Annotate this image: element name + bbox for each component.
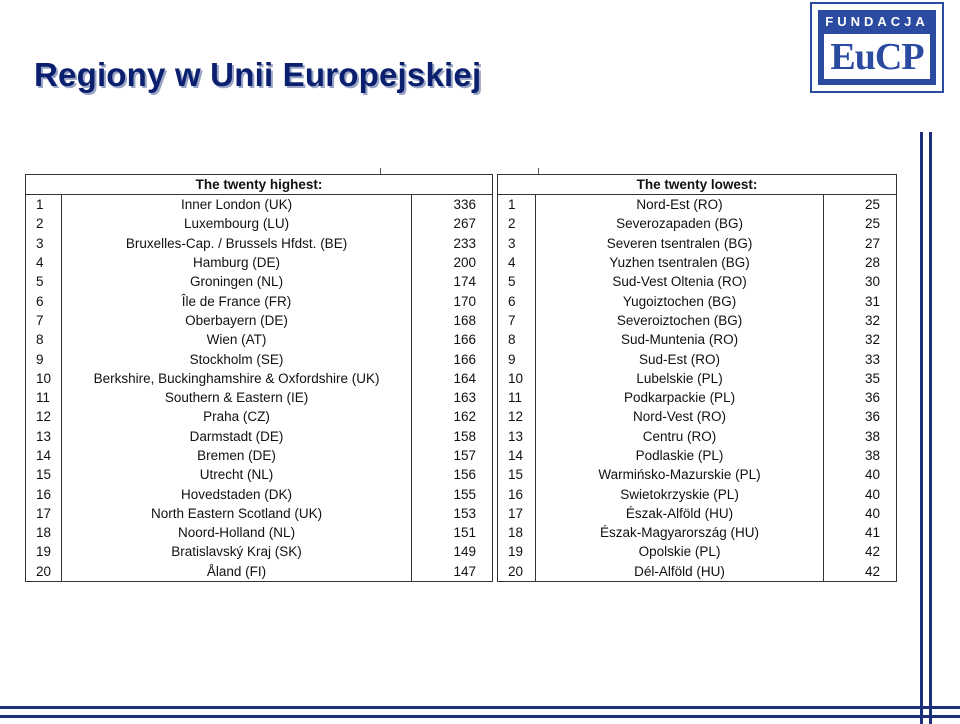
- region-cell: Bruxelles-Cap. / Brussels Hfdst. (BE): [61, 234, 411, 253]
- region-cell: Lubelskie (PL): [535, 369, 823, 388]
- value-cell: 147: [412, 562, 493, 582]
- value-cell: 41: [824, 523, 897, 542]
- rank-cell: 14: [26, 446, 62, 465]
- decor-vertical-line: [920, 132, 923, 724]
- table-row: [26, 388, 493, 407]
- region-cell: North Eastern Scotland (UK): [61, 504, 411, 523]
- value-cell: 42: [824, 542, 897, 561]
- value-cell: 32: [824, 330, 897, 349]
- value-cell: 25: [824, 195, 897, 215]
- table-row: [498, 253, 897, 272]
- region-cell: Darmstadt (DE): [61, 427, 411, 446]
- lowest-table: [497, 174, 897, 582]
- rank-cell: 16: [498, 484, 536, 503]
- value-cell: 28: [824, 253, 897, 272]
- value-cell: 153: [412, 504, 493, 523]
- value-cell: 42: [824, 562, 897, 582]
- region-cell: Åland (FI): [61, 562, 411, 582]
- rank-cell: 14: [498, 446, 536, 465]
- rank-cell: 4: [26, 253, 62, 272]
- region-cell: Stockholm (SE): [61, 349, 411, 368]
- fundacja-eucp-logo: [810, 2, 944, 93]
- table-row: [26, 330, 493, 349]
- rank-cell: 17: [498, 504, 536, 523]
- table-row: [498, 388, 897, 407]
- value-cell: 155: [412, 484, 493, 503]
- table-row: [498, 562, 897, 582]
- highest-table-body: [26, 195, 493, 582]
- table-row: [26, 291, 493, 310]
- value-cell: 170: [412, 291, 493, 310]
- logo-main-text: EuCP: [824, 34, 930, 79]
- decor-vertical-line: [929, 132, 932, 724]
- region-cell: Oberbayern (DE): [61, 311, 411, 330]
- rank-cell: 10: [26, 369, 62, 388]
- rank-cell: 11: [498, 388, 536, 407]
- value-cell: 35: [824, 369, 897, 388]
- rank-cell: 12: [498, 407, 536, 426]
- decor-horizontal-line: [0, 706, 960, 709]
- rank-cell: 2: [26, 214, 62, 233]
- rank-cell: 8: [498, 330, 536, 349]
- region-cell: Île de France (FR): [61, 291, 411, 310]
- rank-cell: 15: [498, 465, 536, 484]
- value-cell: 163: [412, 388, 493, 407]
- region-cell: Groningen (NL): [61, 272, 411, 291]
- value-cell: 166: [412, 330, 493, 349]
- value-cell: 149: [412, 542, 493, 561]
- table-row: [26, 234, 493, 253]
- rank-cell: 17: [26, 504, 62, 523]
- region-cell: Severen tsentralen (BG): [535, 234, 823, 253]
- region-cell: Hamburg (DE): [61, 253, 411, 272]
- table-row: [498, 349, 897, 368]
- value-cell: 168: [412, 311, 493, 330]
- highest-table: [25, 174, 493, 582]
- region-cell: Podkarpackie (PL): [535, 388, 823, 407]
- table-row: [26, 562, 493, 582]
- region-cell: Opolskie (PL): [535, 542, 823, 561]
- region-cell: Luxembourg (LU): [61, 214, 411, 233]
- region-cell: Severozapaden (BG): [535, 214, 823, 233]
- table-row: [498, 484, 897, 503]
- rank-cell: 3: [498, 234, 536, 253]
- rank-cell: 5: [26, 272, 62, 291]
- table-row: [498, 272, 897, 291]
- value-cell: 40: [824, 504, 897, 523]
- rank-cell: 3: [26, 234, 62, 253]
- table-row: [498, 427, 897, 446]
- region-cell: Bratislavský Kraj (SK): [61, 542, 411, 561]
- table-row: [498, 542, 897, 561]
- region-cell: Yugoiztochen (BG): [535, 291, 823, 310]
- rank-cell: 15: [26, 465, 62, 484]
- table-row: [26, 542, 493, 561]
- region-cell: Sud-Vest Oltenia (RO): [535, 272, 823, 291]
- table-row: [26, 465, 493, 484]
- value-cell: 164: [412, 369, 493, 388]
- value-cell: 151: [412, 523, 493, 542]
- table-row: [26, 446, 493, 465]
- region-cell: Southern & Eastern (IE): [61, 388, 411, 407]
- value-cell: 267: [412, 214, 493, 233]
- table-row: [498, 195, 897, 215]
- rank-cell: 18: [26, 523, 62, 542]
- value-cell: 36: [824, 388, 897, 407]
- region-cell: Dél-Alföld (HU): [535, 562, 823, 582]
- slide-title: Regiony w Unii Europejskiej: [34, 56, 482, 93]
- rank-cell: 7: [26, 311, 62, 330]
- value-cell: 174: [412, 272, 493, 291]
- lowest-table-header: The twenty lowest:: [498, 175, 897, 195]
- table-row: [26, 272, 493, 291]
- region-cell: Noord-Holland (NL): [61, 523, 411, 542]
- table-row: [498, 407, 897, 426]
- region-cell: Swietokrzyskie (PL): [535, 484, 823, 503]
- rank-cell: 4: [498, 253, 536, 272]
- value-cell: 33: [824, 349, 897, 368]
- rank-cell: 20: [26, 562, 62, 582]
- rank-cell: 20: [498, 562, 536, 582]
- value-cell: 157: [412, 446, 493, 465]
- table-row: [26, 427, 493, 446]
- table-row: [498, 369, 897, 388]
- table-row: [498, 234, 897, 253]
- rank-cell: 1: [26, 195, 62, 215]
- table-row: [26, 407, 493, 426]
- rank-cell: 2: [498, 214, 536, 233]
- value-cell: 31: [824, 291, 897, 310]
- rank-cell: 9: [26, 349, 62, 368]
- table-row: [498, 504, 897, 523]
- rank-cell: 10: [498, 369, 536, 388]
- table-row: [498, 311, 897, 330]
- rank-cell: 12: [26, 407, 62, 426]
- value-cell: 25: [824, 214, 897, 233]
- value-cell: 166: [412, 349, 493, 368]
- rank-cell: 8: [26, 330, 62, 349]
- region-cell: Észak-Alföld (HU): [535, 504, 823, 523]
- region-cell: Praha (CZ): [61, 407, 411, 426]
- decor-horizontal-line: [0, 715, 960, 718]
- value-cell: 40: [824, 484, 897, 503]
- highest-table-header: The twenty highest:: [26, 175, 493, 195]
- lowest-table-body: [498, 195, 897, 582]
- value-cell: 38: [824, 427, 897, 446]
- region-cell: Yuzhen tsentralen (BG): [535, 253, 823, 272]
- region-cell: Centru (RO): [535, 427, 823, 446]
- region-cell: Berkshire, Buckinghamshire & Oxfordshire (UK): [61, 369, 411, 388]
- value-cell: 40: [824, 465, 897, 484]
- region-cell: Podlaskie (PL): [535, 446, 823, 465]
- table-row: [26, 484, 493, 503]
- region-cell: Warmińsko-Mazurskie (PL): [535, 465, 823, 484]
- rank-cell: 11: [26, 388, 62, 407]
- region-cell: Severoiztochen (BG): [535, 311, 823, 330]
- value-cell: 158: [412, 427, 493, 446]
- table-row: [26, 214, 493, 233]
- value-cell: 336: [412, 195, 493, 215]
- region-cell: Wien (AT): [61, 330, 411, 349]
- table-row: [26, 253, 493, 272]
- value-cell: 32: [824, 311, 897, 330]
- table-row: [498, 465, 897, 484]
- value-cell: 200: [412, 253, 493, 272]
- region-cell: Utrecht (NL): [61, 465, 411, 484]
- region-cell: Észak-Magyarország (HU): [535, 523, 823, 542]
- table-row: [26, 369, 493, 388]
- table-row: [498, 214, 897, 233]
- region-cell: Nord-Vest (RO): [535, 407, 823, 426]
- rank-cell: 9: [498, 349, 536, 368]
- value-cell: 36: [824, 407, 897, 426]
- rank-cell: 1: [498, 195, 536, 215]
- rank-cell: 6: [498, 291, 536, 310]
- region-cell: Nord-Est (RO): [535, 195, 823, 215]
- region-cell: Sud-Est (RO): [535, 349, 823, 368]
- value-cell: 27: [824, 234, 897, 253]
- table-row: [26, 311, 493, 330]
- value-cell: 156: [412, 465, 493, 484]
- table-row: [26, 195, 493, 215]
- table-row: [498, 291, 897, 310]
- table-row: [498, 330, 897, 349]
- rank-cell: 16: [26, 484, 62, 503]
- rank-cell: 5: [498, 272, 536, 291]
- rank-cell: 13: [498, 427, 536, 446]
- rank-cell: 18: [498, 523, 536, 542]
- region-cell: Inner London (UK): [61, 195, 411, 215]
- logo-top-text: FUNDACJA: [825, 14, 929, 29]
- rank-cell: 7: [498, 311, 536, 330]
- table-row: [26, 349, 493, 368]
- table-row: [498, 523, 897, 542]
- rank-cell: 19: [26, 542, 62, 561]
- value-cell: 38: [824, 446, 897, 465]
- region-cell: Hovedstaden (DK): [61, 484, 411, 503]
- table-row: [26, 523, 493, 542]
- table-row: [26, 504, 493, 523]
- table-row: [498, 446, 897, 465]
- region-cell: Bremen (DE): [61, 446, 411, 465]
- value-cell: 30: [824, 272, 897, 291]
- region-cell: Sud-Muntenia (RO): [535, 330, 823, 349]
- rank-cell: 6: [26, 291, 62, 310]
- value-cell: 162: [412, 407, 493, 426]
- value-cell: 233: [412, 234, 493, 253]
- rank-cell: 13: [26, 427, 62, 446]
- rank-cell: 19: [498, 542, 536, 561]
